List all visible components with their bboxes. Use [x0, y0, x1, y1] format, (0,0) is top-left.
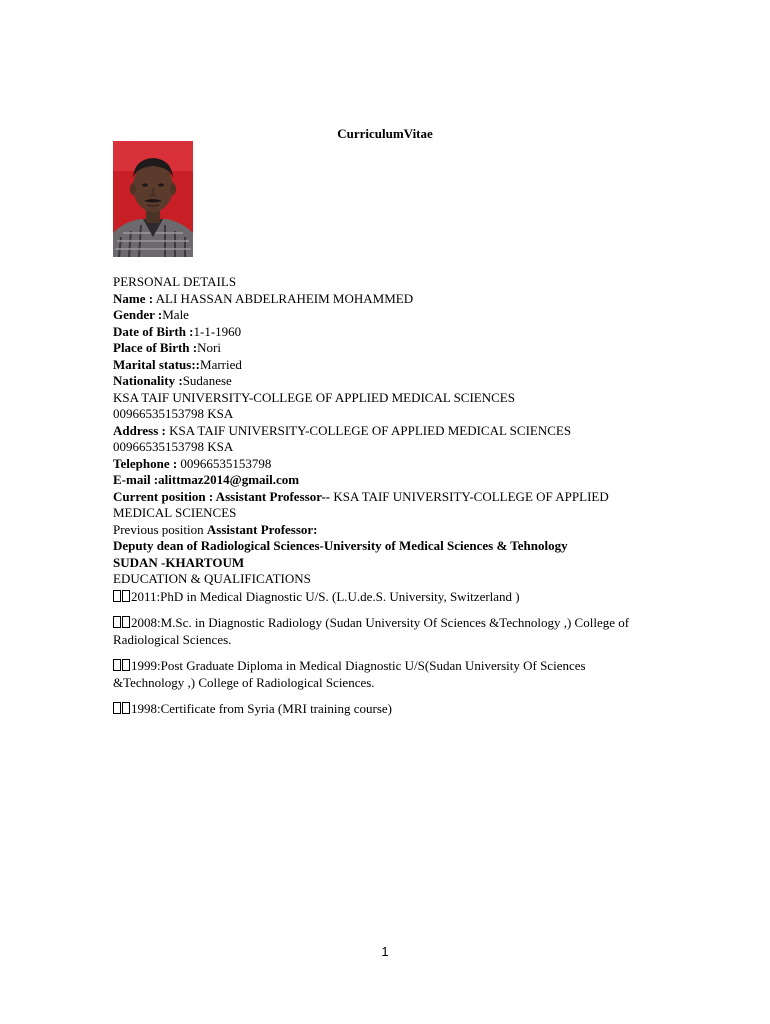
education-item [113, 658, 658, 691]
phone-line: 00966535153798 KSA [113, 406, 234, 421]
gender-label: Gender : [113, 307, 163, 322]
marital-label: Marital status:: [113, 356, 201, 372]
pob-row [113, 340, 658, 357]
pob-label: Place of Birth : [113, 340, 198, 355]
email-label: E-mail : [113, 472, 159, 487]
organization-line: KSA TAIF UNIVERSITY-COLLEGE OF APPLIED MEDICAL SCIENCES [113, 389, 515, 405]
city-line: SUDAN -KHARTOUM [113, 554, 245, 570]
current-position-label: Current position : Assistant Professor-- [113, 488, 331, 504]
nationality-row [113, 373, 658, 390]
cv-content [113, 274, 658, 718]
marital-row [113, 357, 658, 374]
page-number: 1 [381, 944, 389, 959]
email-link[interactable]: alittmaz2014@gmail.com [158, 472, 300, 487]
education-item-text: 1999:Post Graduate Diploma in Medical Diagnostic U/S(Sudan University Of Sciences &Technology ,) College of Radiological Sciences. [113, 658, 586, 690]
education-item-text: 2011:PhD in Medical Diagnostic U/S. (L.U.de.S. University, Switzerland ) [131, 588, 520, 604]
bullet-box-icon [122, 659, 130, 671]
education-item [113, 701, 658, 718]
previous-position-row [113, 522, 658, 539]
nationality-value: Sudanese [182, 373, 232, 388]
email-row [113, 472, 658, 489]
telephone-row [113, 456, 658, 473]
gender-value: Male [162, 307, 189, 322]
name-row [113, 291, 658, 308]
education-item [113, 589, 658, 606]
personal-details-heading: PERSONAL DETAILS [113, 274, 237, 289]
pob-value: Nori [197, 340, 221, 355]
bullet-box-icon [113, 702, 121, 714]
telephone-value: 00966535153798 [177, 455, 272, 471]
bullet-box-icon [122, 590, 130, 602]
dob-label: Date of Birth : [113, 323, 194, 339]
gender-row [113, 307, 658, 324]
telephone-label: Telephone : [113, 455, 178, 471]
nationality-label: Nationality : [113, 373, 183, 388]
dob-row [113, 324, 658, 341]
document-title: CurriculumVitae [337, 126, 433, 141]
current-position-row [113, 489, 658, 522]
previous-position-value: Assistant Professor: [206, 521, 318, 537]
bullet-box-icon [113, 590, 121, 602]
previous-position-label: Previous position [113, 521, 207, 537]
address-phone-line: 00966535153798 KSA [113, 439, 234, 454]
bullet-box-icon [122, 702, 130, 714]
name-label: Name : [113, 290, 154, 306]
education-item-text: 2008:M.Sc. in Diagnostic Radiology (Sudan University Of Sciences &Technology ,) College of Radiological Sciences. [113, 615, 630, 647]
deputy-dean-line: Deputy dean of Radiological Sciences-University of Medical Sciences & Tehnology [113, 538, 568, 553]
portrait-photo [113, 141, 193, 257]
bullet-box-icon [113, 616, 121, 628]
address-label: Address : [113, 422, 166, 438]
education-item-text: 1998:Certificate from Syria (MRI training course) [131, 701, 393, 716]
name-value: ALI HASSAN ABDELRAHEIM MOHAMMED [153, 290, 414, 306]
address-row [113, 423, 658, 440]
education-heading: EDUCATION & QUALIFICATIONS [113, 571, 311, 586]
portrait-icon [113, 141, 193, 257]
dob-value: 1-1-1960 [193, 323, 242, 339]
current-position-value: KSA TAIF UNIVERSITY-COLLEGE OF APPLIED MEDICAL SCIENCES [113, 488, 609, 520]
address-value: KSA TAIF UNIVERSITY-COLLEGE OF APPLIED MEDICAL SCIENCES [165, 422, 572, 438]
bullet-box-icon [113, 659, 121, 671]
education-item [113, 615, 658, 648]
marital-value: Married [200, 356, 242, 372]
bullet-box-icon [122, 616, 130, 628]
